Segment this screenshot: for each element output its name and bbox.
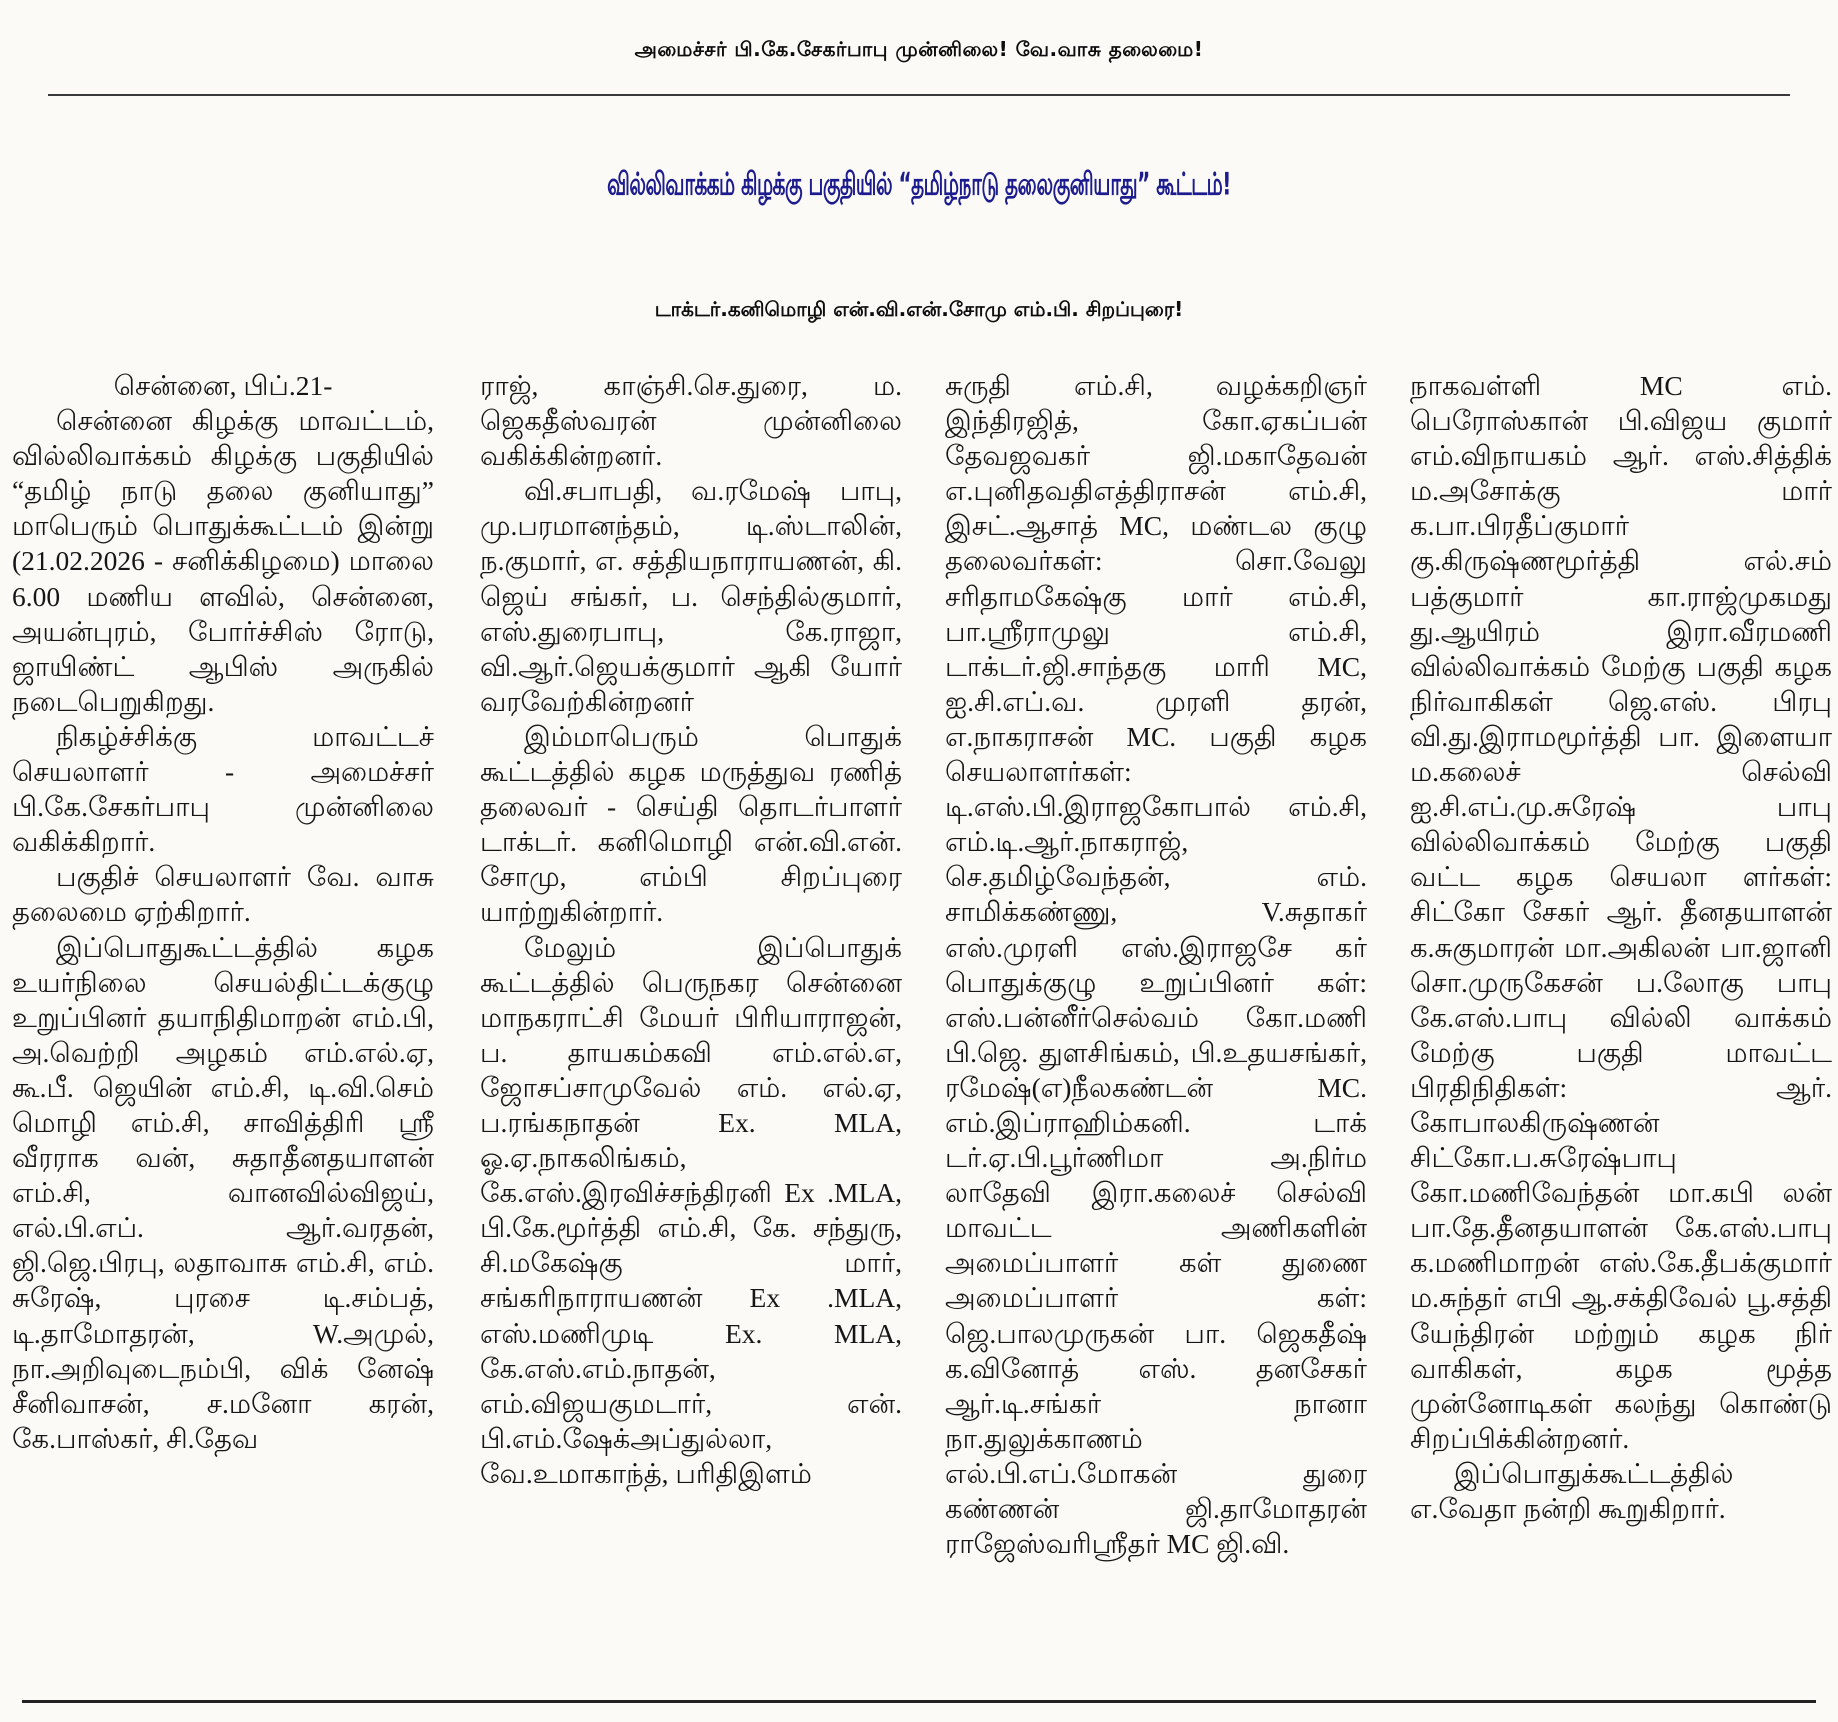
main-headline: வில்லிவாக்கம் கிழக்கு பகுதியில் “தமிழ்நாடு தலைகுனியாது” கூட்டம்!: [607, 164, 1231, 202]
column-4-paragraph-2: இப்பொதுக்கூட்டத்தில் எ.வேதா நன்றி கூறுகிறார்.: [1410, 1457, 1734, 1524]
column-2-paragraph-1: ராஜ், காஞ்சி.செ.துரை, ம. ஜெகதீஸ்வரன் முன்னிலை வகிக்கின்றனர்.: [480, 370, 902, 472]
article-column-3: [945, 368, 1367, 1690]
article-column-1: [12, 368, 434, 1690]
column-4-paragraph-1: நாகவள்ளி MC எம். பெரோஸ்கான் பி.விஜய குமார் எம்.விநாயகம் ஆர். எஸ்.சித்திக் ம.அசோக்கு மார் க.பா.பிரதீப்குமார் கு.கிருஷ்ணமூர்த்தி எல்.சம் பத்குமார் கா.ராஜ்முகமது து.ஆயிரம் இரா.வீரமணி வில்லிவாக்கம் மேற்கு பகுதி கழக நிர்வாகிகள் ஜெ.எஸ். பிரபு வி.து.இராமமூர்த்தி பா. இளையா ம.கலைச் செல்வி ஐ.சி.எப்.மு.சுரேஷ் பாபு வில்லிவாக்கம் மேற்கு பகுதி வட்ட கழக செயலா ளர்கள்: சிட்கோ சேகர் ஆர். தீனதயாளன் க.சுகுமாரன் மா.அகிலன் பா.ஜானி சொ.முருகேசன் ப.லோகு பாபு கே.எஸ்.பாபு வில்லி வாக்கம் மேற்கு பகுதி மாவட்ட பிரதிநிதிகள்: ஆர். கோபாலகிருஷ்ணன் சிட்கோ.ப.சுரேஷ்பாபு கோ.மணிவேந்தன் மா.கபி லன் பா.தே.தீனதயாளன் கே.எஸ்.பாபு க.மணிமாறன் எஸ்.கே.தீபக்குமார் ம.சுந்தர் எபி ஆ.சக்திவேல் பூ.சத்தி யேந்திரன் மற்றும் கழக நிர் வாகிகள், கழக மூத்த முன்னோடிகள் கலந்து கொண்டு சிறப்பிக்கின்றனர்.: [1410, 370, 1832, 1454]
column-1-paragraph-3: பகுதிச் செயலாளர் வே. வாசு தலைமை ஏற்கிறார்.: [12, 861, 434, 928]
column-2-paragraph-4: மேலும் இப்பொதுக் கூட்டத்தில் பெருநகர சென்னை மாநகராட்சி மேயர் பிரியாராஜன், ப. தாயகம்கவி எம்.எல்.எ, ஜோசப்சாமுவேல் எம். எல்.ஏ, ப.ரங்கநாதன் Ex. MLA, ஓ.ஏ.நாகலிங்கம், கே.எஸ்.இரவிச்சந்திரனி Ex .MLA, பி.கே.மூர்த்தி எம்.சி, கே. சந்துரு, சி.மகேஷ்கு மார், சங்கரிநாராயணன் Ex .MLA, எஸ்.மணிமுடி Ex. MLA, கே.எஸ்.எம்.நாதன், எம்.விஜயகுமடார், என். பி.எம்.ஷேக்அப்துல்லா, வே.உமாகாந்த், பரிதிஇளம்: [480, 931, 902, 1489]
column-1-paragraph-1: சென்னை கிழக்கு மாவட்டம், வில்லிவாக்கம் கிழக்கு பகுதியில் “தமிழ் நாடு தலை குனியாது” மாபெரும் பொதுக்கூட்டம் இன்று (21.02.2026 - சனிக்கிழமை) மாலை 6.00 மணிய ளவில், சென்னை, அயன்புரம், போர்ச்சிஸ் ரோடு, ஜாயிண்ட் ஆபிஸ் அருகில் நடைபெறுகிறது.: [12, 405, 434, 717]
article-column-2: [480, 368, 902, 1690]
bottom-border: [22, 1700, 1816, 1703]
dateline: சென்னை, பிப்.21-: [113, 370, 333, 401]
column-1-paragraph-2: நிகழ்ச்சிக்கு மாவட்டச் செயலாளர் - அமைச்சர் பி.கே.சேகர்பாபு முன்னிலை வகிக்கிறார்.: [12, 720, 434, 858]
column-2-paragraph-3: இம்மாபெரும் பொதுக் கூட்டத்தில் கழக மருத்துவ ரணித் தலைவர் - செய்தி தொடர்பாளர் டாக்டர். கனிமொழி என்.வி.என். சோமு, எம்பி சிறப்புரை யாற்றுகின்றார்.: [480, 720, 902, 928]
column-2-paragraph-2: வி.சபாபதி, வ.ரமேஷ் பாபு, மு.பரமானந்தம், டி.ஸ்டாலின், ந.குமார், எ. சத்தியநாராயணன், கி. ஜெய் சங்கர், ப. செந்தில்குமார், எஸ்.துரைபாபு, கே.ராஜா, வி.ஆர்.ஜெயக்குமார் ஆகி யோர் வரவேற்கின்றனர்: [480, 475, 902, 717]
article-column-4: [1410, 368, 1832, 1690]
overline-headline: அமைச்சர் பி.கே.சேகர்பாபு முன்னிலை! வே.வாசு தலைமை!: [634, 36, 1204, 61]
sub-headline: டாக்டர்.கனிமொழி என்.வி.என்.சோமு எம்.பி. சிறப்புரை!: [654, 296, 1184, 321]
column-3-paragraph-1: சுருதி எம்.சி, வழக்கறிஞர் இந்திரஜித், கோ.ஏகப்பன் தேவஜவகர் ஜி.மகாதேவன் எ.புனிதவதிஎத்திராசன் எம்.சி, இசட்.ஆசாத் MC, மண்டல குழு தலைவர்கள்: சொ.வேலு சரிதாமகேஷ்கு மார் எம்.சி, பா.ஸ்ரீராமுலு எம்.சி, டாக்டர்.ஜி.சாந்தகு மாரி MC, ஐ.சி.எப்.வ. முரளி தரன், எ.நாகராசன் MC. பகுதி கழக செயலாளர்கள்: டி.எஸ்.பி.இராஜகோபால் எம்.சி, எம்.டி.ஆர்.நாகராஜ், செ.தமிழ்வேந்தன், எம். சாமிக்கண்ணு, V.சுதாகர் எஸ்.முரளி எஸ்.இராஜசே கர் பொதுக்குழு உறுப்பினர் கள்: எஸ்.பன்னீர்செல்வம் கோ.மணி பி.ஜெ. துளசிங்கம், பி.உதயசங்கர், ரமேஷ்(எ)நீலகண்டன் MC. எம்.இப்ராஹிம்கனி. டாக் டர்.ஏ.பி.பூர்ணிமா அ.நிர்ம லாதேவி இரா.கலைச் செல்வி மாவட்ட அணிகளின் அமைப்பாளர் கள் துணை அமைப்பாளர் கள்: ஜெ.பாலமுருகன் பா. ஜெகதீஷ் க.வினோத் எஸ். தனசேகர் ஆர்.டி.சங்கர் நானா நா.துலுக்காணம் எல்.பி.எப்.மோகன் துரை கண்ணன் ஜி.தாமோதரன் ராஜேஸ்வரிஸ்ரீதர் MC ஜி.வி.: [945, 370, 1367, 1560]
column-1-paragraph-4: இப்பொதுகூட்டத்தில் கழக உயர்நிலை செயல்திட்டக்குழு உறுப்பினர் தயாநிதிமாறன் எம்.பி, அ.வெற்றி அழகம் எம்.எல்.ஏ, கூ.பீ. ஜெயின் எம்.சி, டி.வி.செம் மொழி எம்.சி, சாவித்திரி ஸ்ரீ வீரராக வன், சுதாதீனதயாளன் எம்.சி, வானவில்விஜய், எல்.பி.எப். ஆர்.வரதன், ஜி.ஜெ.பிரபு, லதாவாசு எம்.சி, எம். சுரேஷ், புரசை டி.சம்பத், டி.தாமோதரன், W.அமுல், நா.அறிவுடைநம்பி, விக் னேஷ் சீனிவாசன், ச.மனோ கரன், கே.பாஸ்கர், சி.தேவ: [12, 931, 434, 1454]
